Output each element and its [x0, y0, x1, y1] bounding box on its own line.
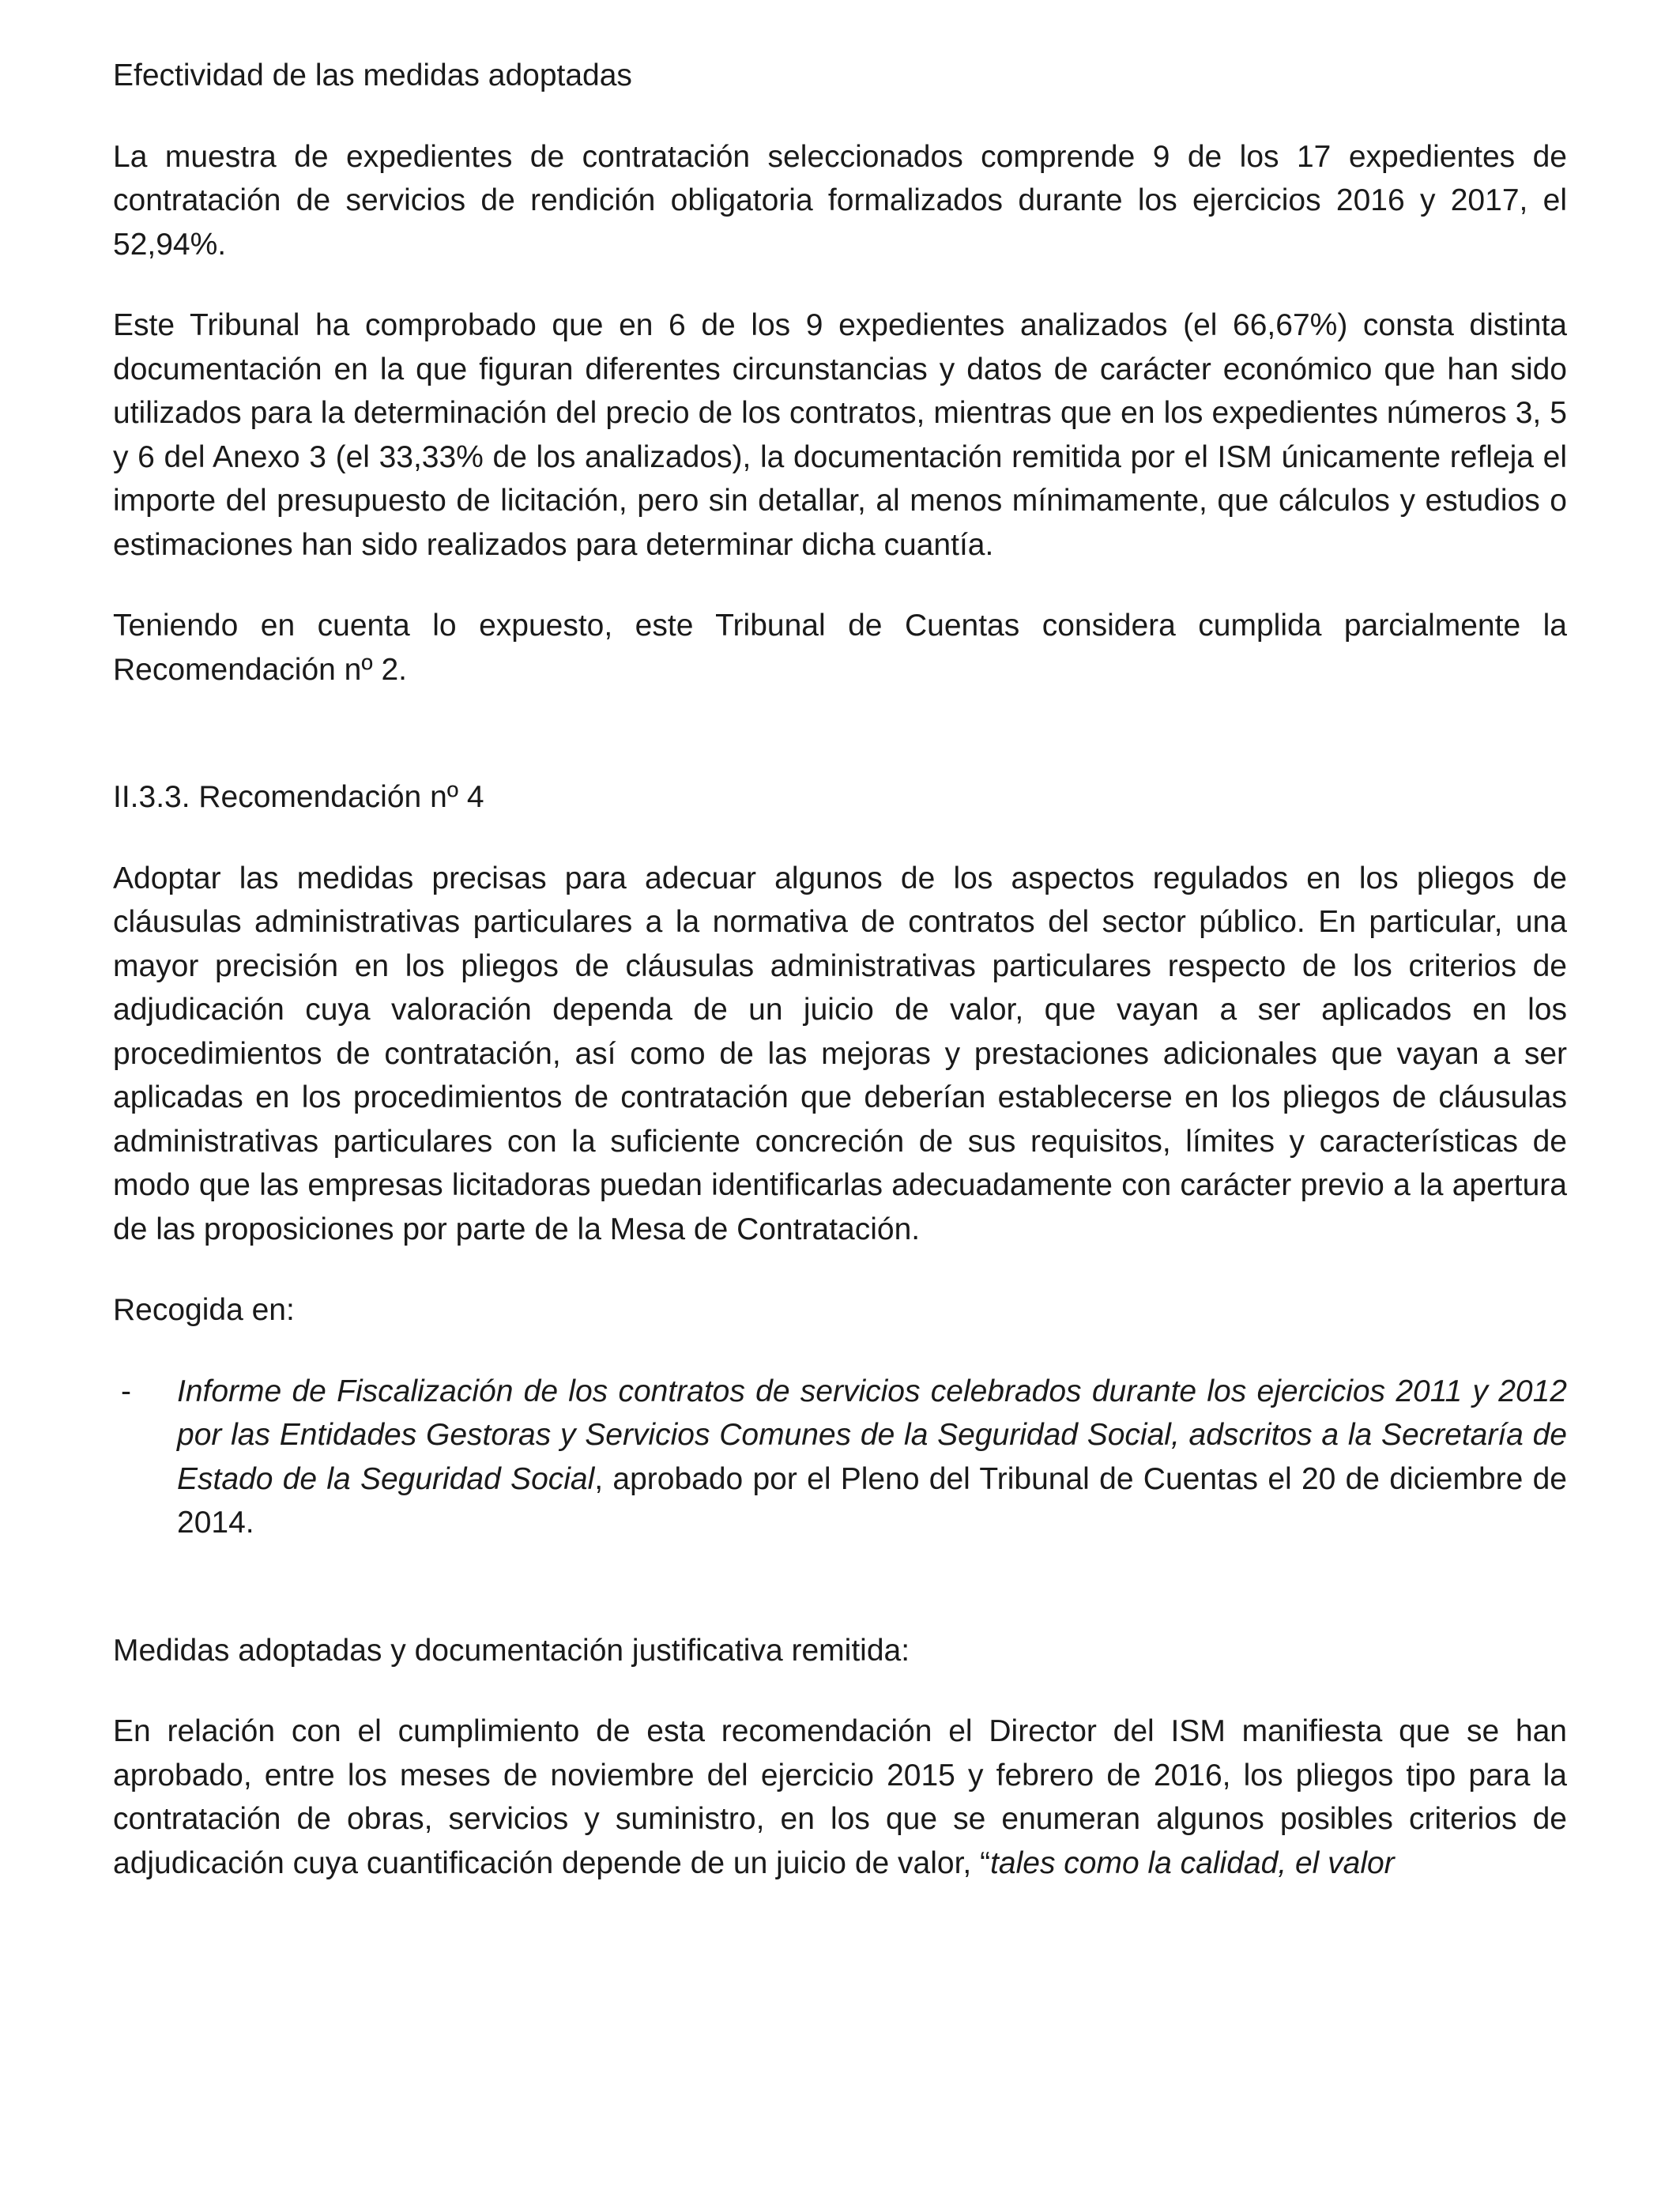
- paragraph-conclusion: Teniendo en cuenta lo expuesto, este Tribunal de Cuentas considera cumplida parcialmente la Recomendación nº 2.: [113, 609, 1567, 687]
- medidas-heading: Medidas adoptadas y documentación justificativa remitida:: [113, 1633, 910, 1668]
- cumplimiento-text: En relación con el cumplimiento de esta recomendación el Director del ISM manifiesta que se han aprobado, entre los meses de noviembre del ejercicio 2015 y febrero de 2016, los pliegos tipo para la contratación de obras, servicios y suministro, en los que se enumeran algunos posibles criterios de adjudicación cuya cuantificación depende de un juicio de valor, “: [113, 1714, 1567, 1880]
- section-heading-recomendacion-4: II.3.3. Recomendación nº 4: [113, 780, 484, 814]
- paragraph-comprobado: Este Tribunal ha comprobado que en 6 de los 9 expedientes analizados (el 66,67%) consta distinta documentación en la que figuran diferentes circunstancias y datos de carácter económico que han sido utilizados para la determinación del precio de los contratos, mientras que en los expedientes números 3, 5 y 6 del Anexo 3 (el 33,33% de los analizados), la documentación remitida por el ISM únicamente refleja el importe del presupuesto de licitación, pero sin detallar, al menos mínimamente, que cálculos y estudios o estimaciones han sido realizados para determinar dicha cuantía.: [113, 308, 1567, 562]
- list-item-text: [177, 1370, 1567, 1545]
- document-page: [113, 54, 1567, 1885]
- informe-approval: , aprobado por el Pleno del Tribunal de Cuentas el 20 de diciembre de 2014.: [177, 1461, 1567, 1540]
- list-spacer: [113, 1545, 1567, 1629]
- paragraph-muestra: La muestra de expedientes de contratación seleccionados comprende 9 de los 17 expedientes de contratación de servicios de rendición obligatoria formalizados durante los ejercicios 2016 y 2017, el 52,94%.: [113, 139, 1567, 262]
- list-dash: -: [121, 1374, 131, 1408]
- paragraph-recomendacion-text: Adoptar las medidas precisas para adecuar algunos de los aspectos regulados en los pliegos de cláusulas administrativas particulares a la normativa de contratos del sector público. En particular, una mayor precisión en los pliegos de cláusulas administrativas particulares respecto de los criterios de adjudicación cuya valoración dependa de un juicio de valor, que vayan a ser aplicados en los procedimientos de contratación, así como de las mejoras y prestaciones adicionales que vayan a ser aplicadas en los procedimientos de contratación que deberían establecerse en los pliegos de cláusulas administrativas particulares con la suficiente concreción de sus requisitos, límites y características de modo que las empresas licitadoras puedan identificarlas adecuadamente con carácter previo a la apertura de las proposiciones por parte de la Mesa de Contratación.: [113, 861, 1567, 1246]
- section-spacer: [113, 692, 1567, 775]
- section-heading-efectividad: Efectividad de las medidas adoptadas: [113, 58, 632, 92]
- cumplimiento-quote: tales como la calidad, el valor: [990, 1845, 1395, 1880]
- list-item-informe: [113, 1370, 1567, 1545]
- recogida-label: Recogida en:: [113, 1293, 295, 1327]
- paragraph-cumplimiento: [113, 1710, 1567, 1885]
- informe-title: Informe de Fiscalización de los contratos de servicios celebrados durante los ejercicios 2011 y 2012 por las Entidades Gestoras y Servicios Comunes de la Seguridad Social, adscritos a la Secretaría de Estado de la Seguridad Social: [177, 1374, 1567, 1496]
